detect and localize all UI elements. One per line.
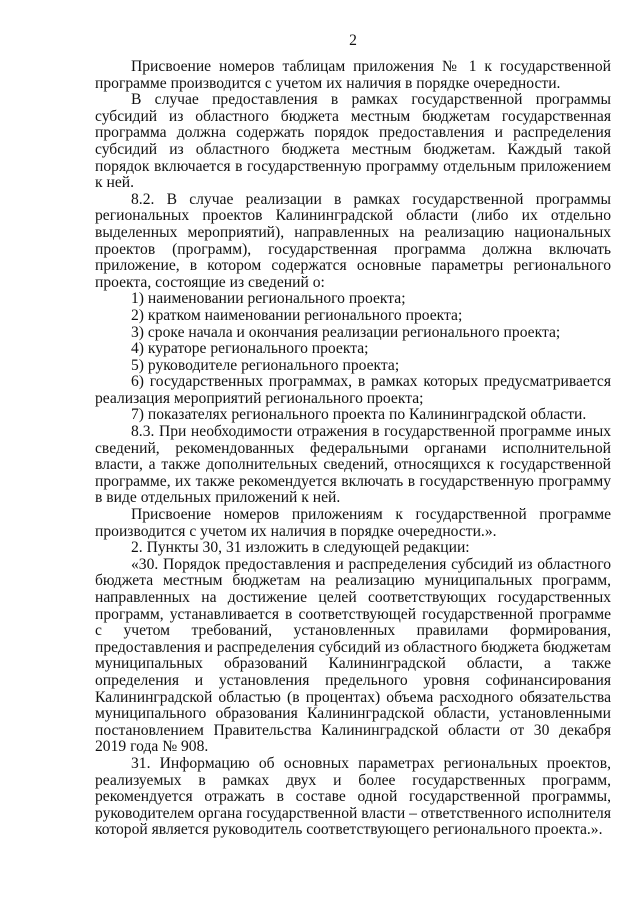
list-item-1: 1) наименовании регионального проекта; [131,290,406,308]
list-item-6: 6) государственных программах, в рамках которых предусматривается реализация мероприятий регионального проекта; [95,373,611,407]
paragraph-8-2: 8.2. В случае реализации в рамках государственной программы региональных проектов Калининградской области (либо их отдельно выделенных мероприятий), направленных на реализацию национальных проектов (программ), государственная программа должна включать приложение, в котором содержатся основные параметры регионального проекта, состоящие из сведений о: [95,190,611,291]
list-item-3: 3) сроке начала и окончания реализации регионального проекта; [131,323,561,341]
list-item-5: 5) руководителе регионального проекта; [131,356,400,374]
page-number: 2 [349,32,357,49]
list-item-2: 2) кратком наименовании регионального проекта; [131,306,463,324]
paragraph-30: «30. Порядок предоставления и распределения субсидий из областного бюджета местным бюджетам на реализацию муниципальных программ, направленных на достижение целей соответствующих государственных программ, устанавливается в соответствующей государственной программе с учетом требований, установленных правилами формирования, предоставления и распределения субсидий из областного бюджета бюджетам муниципальных образований Калининградской области, а также определения и установления предельного уровня софинансирования Калининградской областью (в процентах) объема расходного обязательства муниципального образования Калининградской области, установленными постановлением Правительства Калининградской области от 30 декабря 2019 года № 908. [95,555,611,756]
paragraph-item-2: 2. Пункты 30, 31 изложить в следующей редакции: [131,539,470,557]
paragraph-31: 31. Информацию об основных параметрах региональных проектов, реализуемых в рамках двух и более государственных программ, рекомендуется отражать в составе одной государственной программы, руководителем органа государственной власти – ответственного исполнителя которой является руководитель соответствующего регионального проекта.». [95,754,611,839]
paragraph-appendix-numbering: Присвоение номеров приложениям к государственной программе производится с учетом их наличия в порядке очередности.». [95,506,611,540]
list-item-7: 7) показателях регионального проекта по Калининградской области. [131,406,587,424]
paragraph-subsidies-order: В случае предоставления в рамках государственной программы субсидий из областного бюджета местным бюджетам государственная программа должна содержать порядок предоставления и распределения субсидий из областного бюджета местным бюджетам. Каждый такой порядок включается в государственную программу отдельным приложением к ней. [95,91,611,192]
paragraph-8-3: 8.3. При необходимости отражения в государственной программе иных сведений, рекомендованных федеральными органами исполнительной власти, а также дополнительных сведений, относящихся к государственной программе, их также рекомендуется включать в государственную программу в виде отдельных приложений к ней. [95,423,611,507]
paragraph-table-numbering: Присвоение номеров таблицам приложения № 1 к государственной программе производится с учетом их наличия в порядке очередности. [95,58,611,92]
document-body [95,59,611,839]
list-item-4: 4) кураторе регионального проекта; [131,340,369,358]
